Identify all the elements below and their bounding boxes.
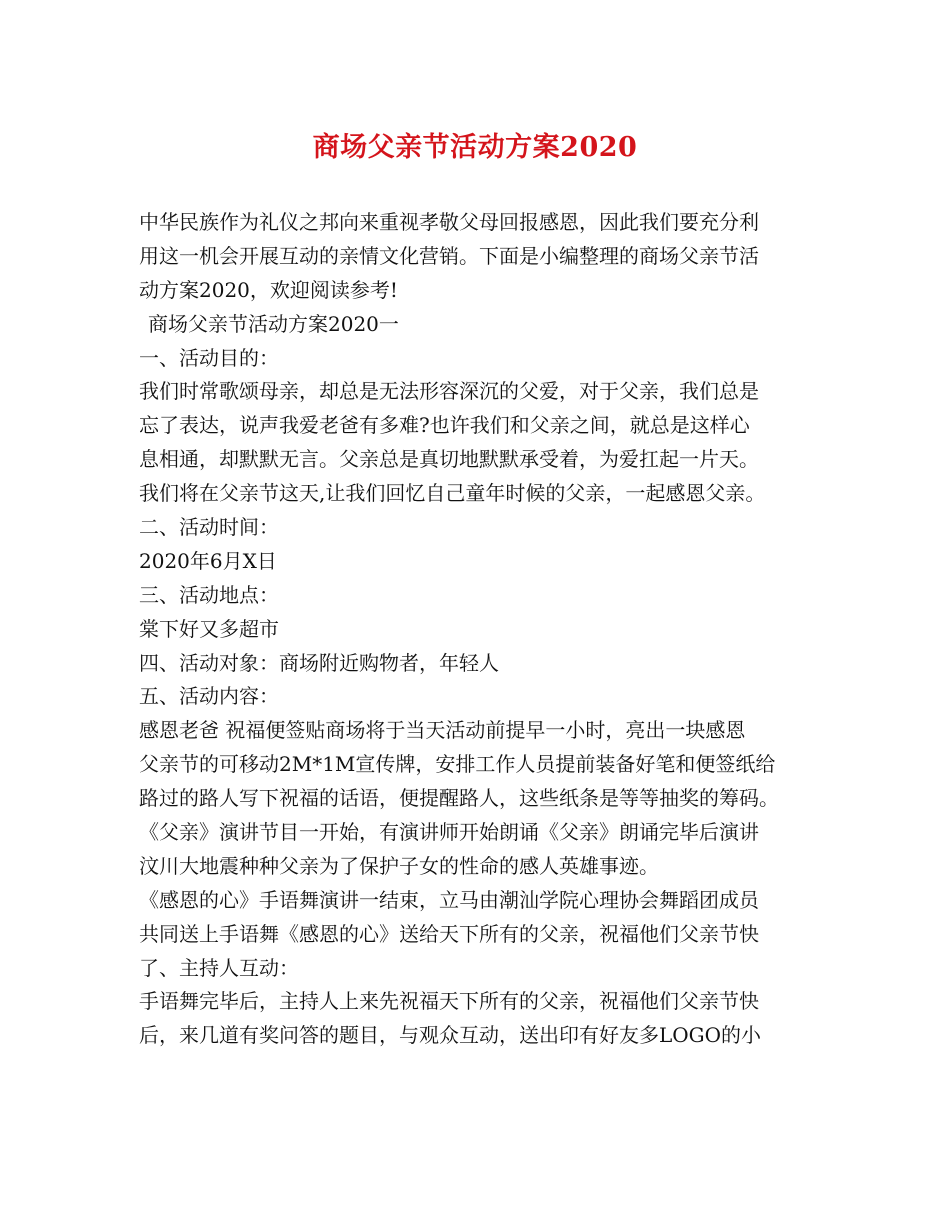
paragraph-line: 我们将在父亲节这天,让我们回忆自己童年时候的父亲，一起感恩父亲。 (139, 481, 766, 506)
paragraph-line: 手语舞完毕后，主持人上来先祝福天下所有的父亲，祝福他们父亲节快 (139, 989, 759, 1014)
paragraph-line: 路过的路人写下祝福的话语，便提醒路人，这些纸条是等等抽奖的筹码。 (139, 786, 779, 811)
paragraph-line: 感恩老爸 祝福便签贴商场将于当天活动前提早一小时，亮出一块感恩 (139, 718, 746, 743)
paragraph-line: 了、主持人互动： (139, 955, 299, 980)
section-heading: 商场父亲节活动方案2020一 (148, 311, 399, 336)
paragraph-line: 2020年6月X日 (139, 548, 277, 573)
document-body (139, 206, 819, 1053)
paragraph-line: 我们时常歌颂母亲，却总是无法形容深沉的父爱，对于父亲，我们总是 (139, 379, 759, 404)
section-heading: 五、活动内容： (139, 684, 279, 709)
section-heading: 一、活动目的： (139, 345, 279, 370)
paragraph-line: 后，来几道有奖问答的题目，与观众互动，送出印有好友多LOGO的小 (139, 1023, 762, 1048)
paragraph-line: 《感恩的心》手语舞演讲一结束，立马由潮汕学院心理协会舞蹈团成员 (139, 887, 759, 912)
paragraph-line: 息相通，却默默无言。父亲总是真切地默默承受着，为爱扛起一片天。 (139, 447, 759, 472)
section-heading: 二、活动时间： (139, 515, 279, 540)
paragraph-line: 用这一机会开展互动的亲情文化营销。下面是小编整理的商场父亲节活 (139, 243, 759, 268)
paragraph-line: 汶川大地震种种父亲为了保护子女的性命的感人英雄事迹。 (139, 853, 659, 878)
paragraph-line: 动方案2020，欢迎阅读参考! (139, 277, 398, 302)
section-heading: 四、活动对象：商场附近购物者，年轻人 (139, 650, 499, 675)
section-heading: 三、活动地点： (139, 582, 279, 607)
paragraph-line: 中华民族作为礼仪之邦向来重视孝敬父母回报感恩，因此我们要充分利 (139, 210, 759, 234)
paragraph-line: 父亲节的可移动2M*1M宣传牌，安排工作人员提前装备好笔和便签纸给 (139, 752, 776, 777)
document-title: 商场父亲节活动方案2020 (312, 132, 638, 163)
paragraph-line: 《父亲》演讲节目一开始，有演讲师开始朗诵《父亲》朗诵完毕后演讲 (139, 820, 759, 845)
paragraph-line: 棠下好又多超市 (139, 616, 279, 641)
paragraph-line: 共同送上手语舞《感恩的心》送给天下所有的父亲，祝福他们父亲节快 (139, 921, 759, 946)
paragraph-line: 忘了表达，说声我爱老爸有多难?也许我们和父亲之间，就总是这样心 (139, 413, 750, 438)
